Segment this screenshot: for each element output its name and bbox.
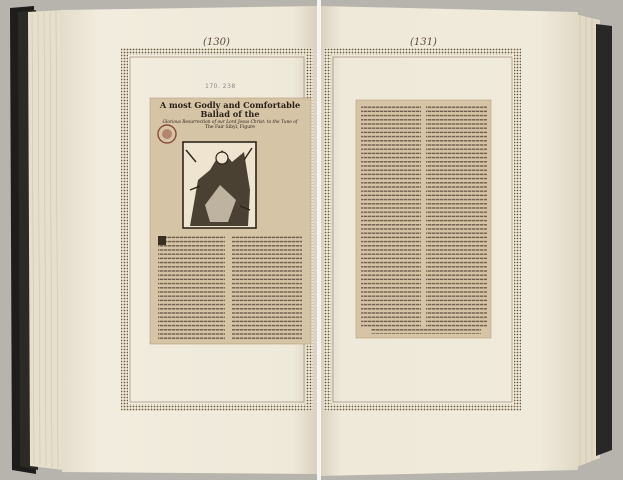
woodcut-illustration	[183, 142, 256, 228]
right-broadside	[356, 100, 491, 338]
ballad-subtitle: Glorious Resurrection of our Lord Jesus Christ: to the Tune of	[162, 120, 298, 125]
left-sheet-heading	[154, 101, 306, 130]
ballad-tune: The Fair Sibyl, Figure	[205, 125, 255, 130]
left-page-number: (130)	[203, 37, 230, 48]
left-page-edges	[28, 10, 64, 470]
gutter	[317, 0, 321, 480]
right-page-number: (131)	[410, 37, 437, 48]
ballad-title: A most Godly and Comfortable Ballad of the	[159, 100, 301, 119]
right-binding	[596, 24, 612, 456]
pencil-note: 170. 238	[205, 83, 236, 90]
left-broadside	[150, 98, 311, 344]
